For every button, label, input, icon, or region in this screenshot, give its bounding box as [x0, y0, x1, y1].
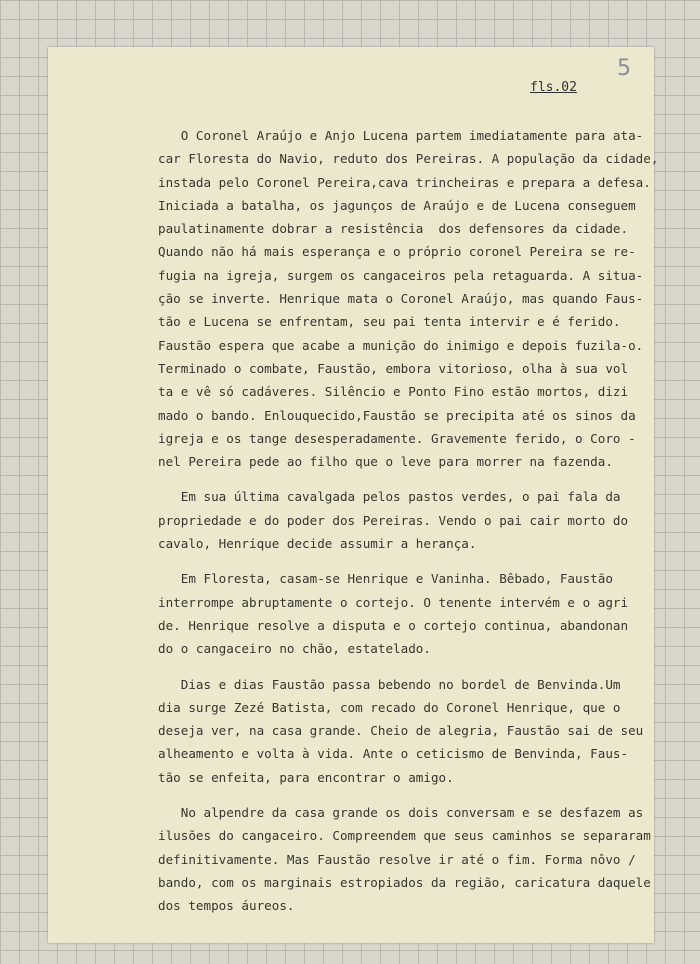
folio-number: fls.02 — [530, 80, 577, 95]
paragraph — [158, 567, 629, 660]
paragraph-gap — [158, 555, 618, 567]
text-line: deseja ver, na casa grande. Cheio de alegria, Faustão sai de seu — [158, 723, 644, 739]
text-line: Em Floresta, casam-se Henrique e Vaninha. Bêbado, Faustão — [158, 571, 613, 587]
text-line: Faustão espera que acabe a munição do inimigo e depois fuzila-o. — [158, 337, 644, 353]
text-line: ta e vê só cadáveres. Silêncio e Ponto Fino estão mortos, dizi — [158, 384, 629, 400]
text-line: bando, com os marginais estropiados da região, caricatura daquele — [158, 874, 651, 890]
paragraph-gap — [158, 473, 618, 485]
text-line: paulatinamente dobrar a resistência dos defensores da cidade. — [158, 221, 629, 237]
text-line: alheamento e volta à vida. Ante o ceticismo de Benvinda, Faus- — [158, 746, 629, 762]
text-line: Em sua última cavalgada pelos pastos verdes, o pai fala da — [158, 489, 621, 505]
text-line: ilusões do cangaceiro. Compreendem que seus caminhos se separaram — [158, 828, 651, 844]
text-line: car Floresta do Navio, reduto dos Pereiras. A população da cidade, — [158, 151, 659, 167]
text-line: Terminado o combate, Faustão, embora vitorioso, olha à sua vol — [158, 360, 629, 376]
text-line: Dias e dias Faustão passa bebendo no bordel de Benvinda.Um — [158, 676, 621, 692]
text-line: Iniciada a batalha, os jagunços de Araújo e de Lucena conseguem — [158, 197, 636, 213]
text-line: propriedade e do poder dos Pereiras. Vendo o pai cair morto do — [158, 512, 629, 528]
text-line: igreja e os tange desesperadamente. Gravemente ferido, o Coro - — [158, 430, 636, 446]
text-line: cavalo, Henrique decide assumir a herança. — [158, 536, 477, 552]
text-line: No alpendre da casa grande os dois conversam e se desfazem as — [158, 805, 644, 821]
paragraph — [158, 673, 644, 789]
text-line: nel Pereira pede ao filho que o leve para morrer na fazenda. — [158, 454, 613, 470]
text-line: do o cangaceiro no chão, estatelado. — [158, 641, 431, 657]
paragraph — [158, 124, 659, 473]
text-line: fugia na igreja, surgem os cangaceiros pela retaguarda. A situa- — [158, 267, 644, 283]
text-line: de. Henrique resolve a disputa e o cortejo continua, abandonan — [158, 617, 629, 633]
paragraph-gap — [158, 789, 618, 801]
document-body — [158, 124, 659, 918]
text-line: instada pelo Coronel Pereira,cava trincheiras e prepara a defesa. — [158, 174, 651, 190]
text-line: mado o bando. Enlouquecido,Faustão se precipita até os sinos da — [158, 407, 636, 423]
text-line: definitivamente. Mas Faustão resolve ir até o fim. Forma nôvo / — [158, 851, 636, 867]
paragraph — [158, 485, 629, 555]
paragraph — [158, 801, 651, 917]
text-line: Quando não há mais esperança e o próprio coronel Pereira se re- — [158, 244, 636, 260]
text-line: interrompe abruptamente o cortejo. O tenente intervém e o agri — [158, 594, 629, 610]
text-line: dia surge Zezé Batista, com recado do Coronel Henrique, que o — [158, 699, 621, 715]
text-line: dos tempos áureos. — [158, 898, 295, 914]
handwritten-page-number: 5 — [617, 56, 631, 81]
paragraph-gap — [158, 661, 618, 673]
text-line: O Coronel Araújo e Anjo Lucena partem imediatamente para ata- — [158, 128, 644, 143]
text-line: tão se enfeita, para encontrar o amigo. — [158, 769, 454, 785]
text-line: tão e Lucena se enfrentam, seu pai tenta intervir e é ferido. — [158, 314, 621, 330]
text-line: ção se inverte. Henrique mata o Coronel Araújo, mas quando Faus- — [158, 291, 644, 307]
